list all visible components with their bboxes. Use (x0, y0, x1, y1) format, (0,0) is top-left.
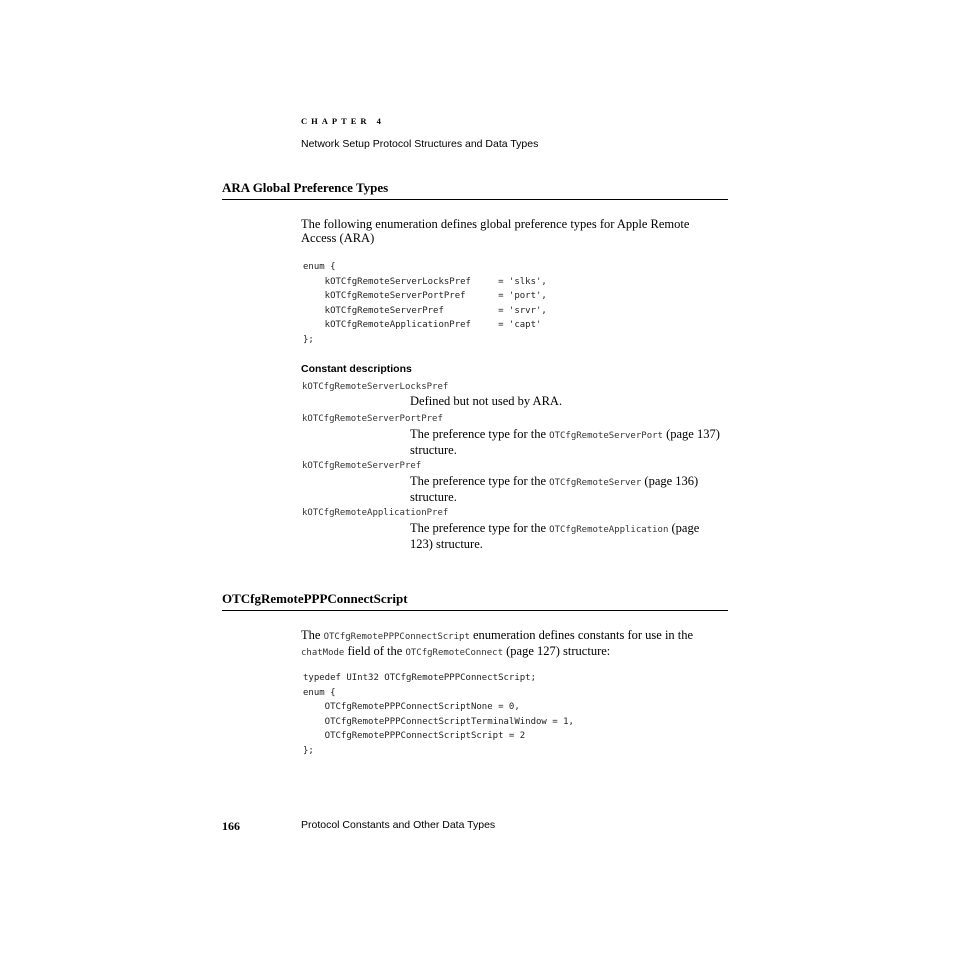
intro-code: chatMode (301, 648, 345, 658)
constant-description (410, 394, 720, 408)
section-title-ara-global-preference-types: ARA Global Preference Types (222, 180, 389, 195)
constant-description (410, 521, 720, 551)
code-block-typedef-enum: typedef UInt32 OTCfgRemotePPPConnectScript; enum { OTCfgRemotePPPConnectScriptNone = 0, OTCfgRemotePPPConnectScriptTerminalWindow = 1, OTCfgRemotePPPConnectScriptScript = 2 }; (303, 673, 574, 756)
chapter-label: CHAPTER 4 (301, 116, 385, 126)
section-intro (301, 628, 721, 660)
constant-description-text: The preference type for the (410, 521, 550, 535)
constant-name: kOTCfgRemoteServerPortPref (302, 414, 443, 424)
constant-description (410, 427, 720, 457)
constant-description-text: Defined but not used by ARA. (410, 394, 563, 408)
constant-name: kOTCfgRemoteServerPref (302, 461, 422, 471)
section-rule (222, 610, 728, 611)
intro-text: field of the (344, 644, 406, 658)
constant-description-text: The preference type for the (410, 427, 550, 441)
intro-code: OTCfgRemotePPPConnectScript (323, 632, 470, 642)
code-block-enum: enum { kOTCfgRemoteServerLocksPref = 'slks', kOTCfgRemoteServerPortPref = 'port', kOTCfgRemoteServerPref = 'srvr', kOTCfgRemoteApplicationPref = 'capt' }; (303, 262, 547, 345)
intro-code: OTCfgRemoteConnect (405, 648, 503, 658)
constant-description-text: The preference type for the (410, 474, 550, 488)
constant-description-code: OTCfgRemoteServerPort (549, 431, 663, 441)
constant-name: kOTCfgRemoteServerLocksPref (302, 382, 449, 392)
constant-description-text: (page 137) structure. (410, 427, 720, 457)
section-intro: The following enumeration defines global preference types for Apple Remote Access (ARA) (301, 217, 690, 245)
footer-title: Protocol Constants and Other Data Types (301, 819, 496, 831)
constant-description-code: OTCfgRemoteServer (549, 478, 642, 488)
constant-description (410, 474, 720, 504)
constants-heading: Constant descriptions (301, 363, 412, 375)
section-title-otcfgremotepppconnectscript: OTCfgRemotePPPConnectScript (222, 591, 408, 606)
constant-description-code: OTCfgRemoteApplication (549, 525, 669, 535)
section-rule (222, 199, 728, 200)
constant-name: kOTCfgRemoteApplicationPref (302, 508, 449, 518)
intro-text: (page 127) structure: (503, 644, 611, 658)
page-number: 166 (222, 819, 240, 833)
constant-description-text: (page 123) structure. (410, 521, 700, 551)
chapter-title: Network Setup Protocol Structures and Data Types (301, 138, 539, 150)
intro-text: The (301, 628, 324, 642)
intro-text: enumeration defines constants for use in the (469, 628, 694, 642)
constant-description-text: (page 136) structure. (410, 474, 699, 504)
